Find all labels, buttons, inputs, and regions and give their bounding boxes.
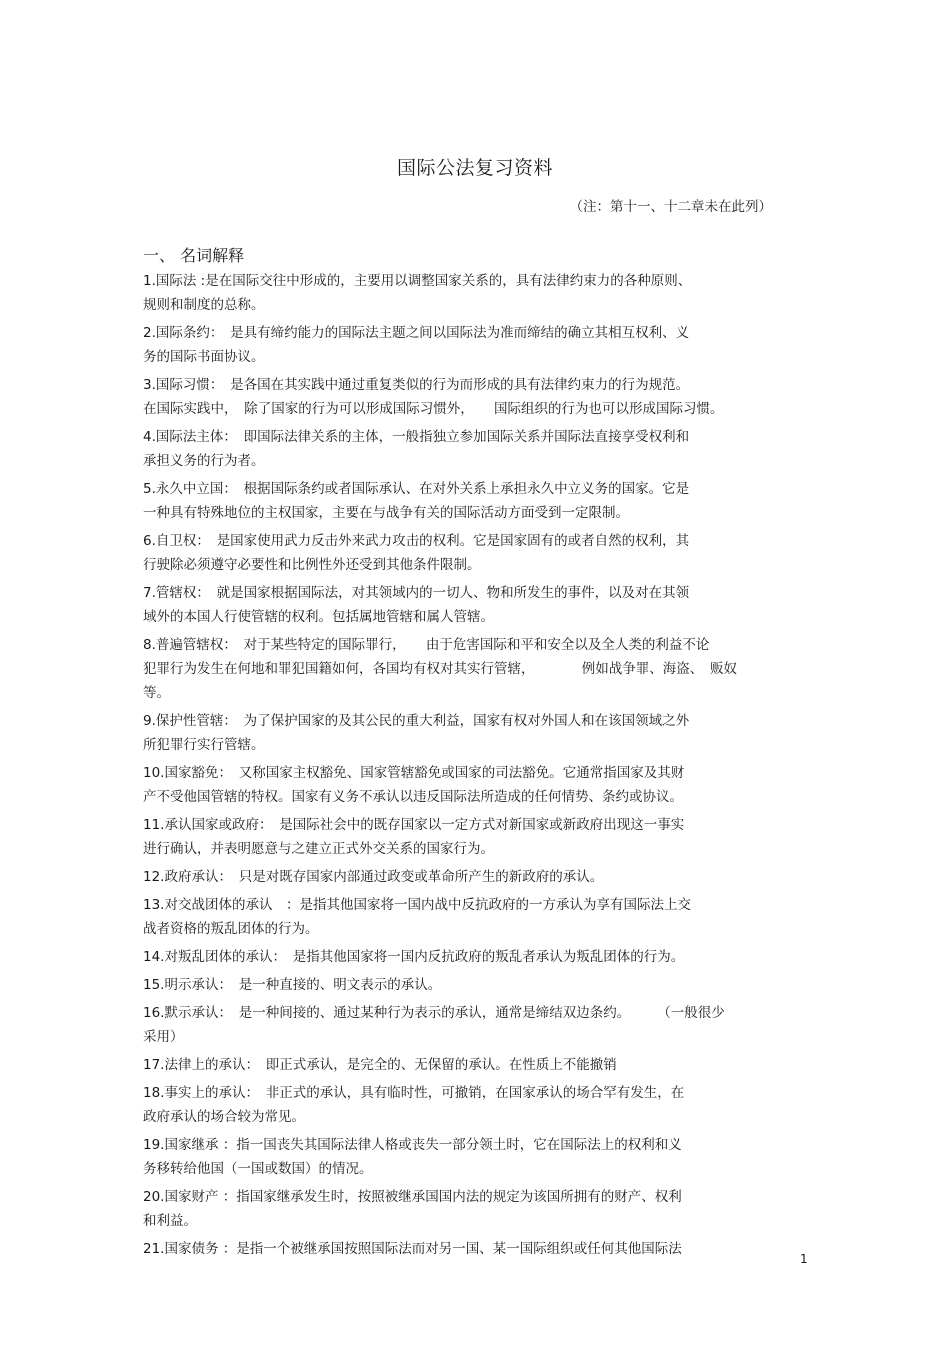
definition-line: 域外的本国人行使管辖的权利。包括属地管辖和属人管辖。	[143, 609, 494, 625]
definition-entry	[143, 321, 808, 369]
definition-entry	[143, 1133, 808, 1181]
definition-line: 10.国家豁免： 又称国家主权豁免、国家管辖豁免或国家的司法豁免。它通常指国家及其财	[143, 765, 685, 781]
definition-line: 17.法律上的承认： 即正式承认，是完全的、无保留的承认。在性质上不能撤销	[143, 1057, 617, 1073]
definition-line: 3.国际习惯： 是各国在其实践中通过重复类似的行为而形成的具有法律约束力的行为规范。	[143, 377, 690, 393]
definition-list	[143, 269, 808, 1265]
definition-line: 和利益。	[143, 1213, 197, 1229]
document-title: 国际公法复习资料	[396, 157, 553, 179]
definition-line: 20.国家财产 ：指国家继承发生时，按照被继承国国内法的规定为该国所拥有的财产、权利	[143, 1189, 682, 1205]
definition-line: 6.自卫权： 是国家使用武力反击外来武力攻击的权利。它是国家固有的或者自然的权利，其	[143, 533, 690, 549]
definition-line: 犯罪行为发生在何地和罪犯国籍如何，各国均有权对其实行管辖， 例如战争罪、海盗、 贩奴	[143, 661, 737, 677]
definition-line: 等。	[143, 685, 170, 701]
definition-line: 14.对叛乱团体的承认： 是指其他国家将一国内反抗政府的叛乱者承认为叛乱团体的行为。	[143, 949, 685, 965]
definition-entry	[143, 865, 808, 889]
definition-line: 12.政府承认： 只是对既存国家内部通过政变或革命所产生的新政府的承认。	[143, 869, 604, 885]
definition-line: 18.事实上的承认： 非正式的承认，具有临时性，可撤销，在国家承认的场合罕有发生，在	[143, 1085, 685, 1101]
definition-entry	[143, 1237, 808, 1261]
definition-line: 7.管辖权： 就是国家根据国际法，对其领域内的一切人、物和所发生的事件，以及对在其领	[143, 585, 690, 601]
definition-entry	[143, 1185, 808, 1233]
definition-entry	[143, 581, 808, 629]
definition-line: 2.国际条约： 是具有缔约能力的国际法主题之间以国际法为准而缔结的确立其相互权利、义	[143, 325, 690, 341]
document-note: （注：第十一、十二章未在此列）	[569, 199, 772, 215]
definition-line: 9.保护性管辖： 为了保护国家的及其公民的重大利益，国家有权对外国人和在该国领域之外	[143, 713, 690, 729]
definition-entry	[143, 761, 808, 809]
definition-line: 战者资格的叛乱团体的行为。	[143, 921, 319, 937]
definition-line: 政府承认的场合较为常见。	[143, 1109, 305, 1125]
definition-line: 行驶除必须遵守必要性和比例性外还受到其他条件限制。	[143, 557, 481, 573]
definition-entry	[143, 633, 808, 705]
definition-entry	[143, 529, 808, 577]
definition-line: 21.国家债务 ：是指一个被继承国按照国际法而对另一国、某一国际组织或任何其他国际法	[143, 1241, 682, 1257]
definition-line: 务移转给他国（一国或数国）的情况。	[143, 1161, 373, 1177]
definition-entry	[143, 373, 808, 421]
definition-line: 13.对交战团体的承认 ：是指其他国家将一国内战中反抗政府的一方承认为享有国际法上交	[143, 897, 691, 913]
definition-line: 所犯罪行实行管辖。	[143, 737, 265, 753]
definition-entry	[143, 477, 808, 525]
definition-entry	[143, 973, 808, 997]
definition-line: 规则和制度的总称。	[143, 297, 265, 313]
definition-entry	[143, 893, 808, 941]
definition-line: 进行确认，并表明愿意与之建立正式外交关系的国家行为。	[143, 841, 494, 857]
definition-entry	[143, 1053, 808, 1077]
definition-line: 4.国际法主体： 即国际法律关系的主体，一般指独立参加国际关系并国际法直接享受权利和	[143, 429, 690, 445]
definition-line: 产不受他国管辖的特权。国家有义务不承认以违反国际法所造成的任何情势、条约或协议。	[143, 789, 683, 805]
page-number: 1	[800, 1252, 808, 1266]
definition-line: 16.默示承认： 是一种间接的、通过某种行为表示的承认，通常是缔结双边条约。 （一般很少	[143, 1005, 725, 1021]
definition-entry	[143, 269, 808, 317]
definition-line: 15.明示承认： 是一种直接的、明文表示的承认。	[143, 977, 442, 993]
definition-line: 11.承认国家或政府： 是国际社会中的既存国家以一定方式对新国家或新政府出现这一事实	[143, 817, 685, 833]
definition-entry	[143, 1001, 808, 1049]
definition-line: 采用）	[143, 1029, 184, 1045]
definition-line: 5.永久中立国： 根据国际条约或者国际承认、在对外关系上承担永久中立义务的国家。它是	[143, 481, 690, 497]
definition-line: 务的国际书面协议。	[143, 349, 265, 365]
definition-entry	[143, 709, 808, 757]
definition-line: 1.国际法 :是在国际交往中形成的，主要用以调整国家关系的，具有法律约束力的各种原则、	[143, 273, 692, 289]
definition-entry	[143, 425, 808, 473]
definition-entry	[143, 945, 808, 969]
definition-line: 在国际实践中， 除了国家的行为可以形成国际习惯外， 国际组织的行为也可以形成国际习惯。	[143, 401, 724, 417]
definition-entry	[143, 1081, 808, 1129]
definition-line: 8.普遍管辖权： 对于某些特定的国际罪行， 由于危害国际和平和安全以及全人类的利益不论	[143, 637, 710, 653]
section-heading: 一、 名词解释	[143, 246, 245, 265]
definition-line: 一种具有特殊地位的主权国家，主要在与战争有关的国际活动方面受到一定限制。	[143, 505, 629, 521]
definition-line: 承担义务的行为者。	[143, 453, 265, 469]
definition-line: 19.国家继承 ：指一国丧失其国际法律人格或丧失一部分领土时，它在国际法上的权利和义	[143, 1137, 682, 1153]
definition-entry	[143, 813, 808, 861]
